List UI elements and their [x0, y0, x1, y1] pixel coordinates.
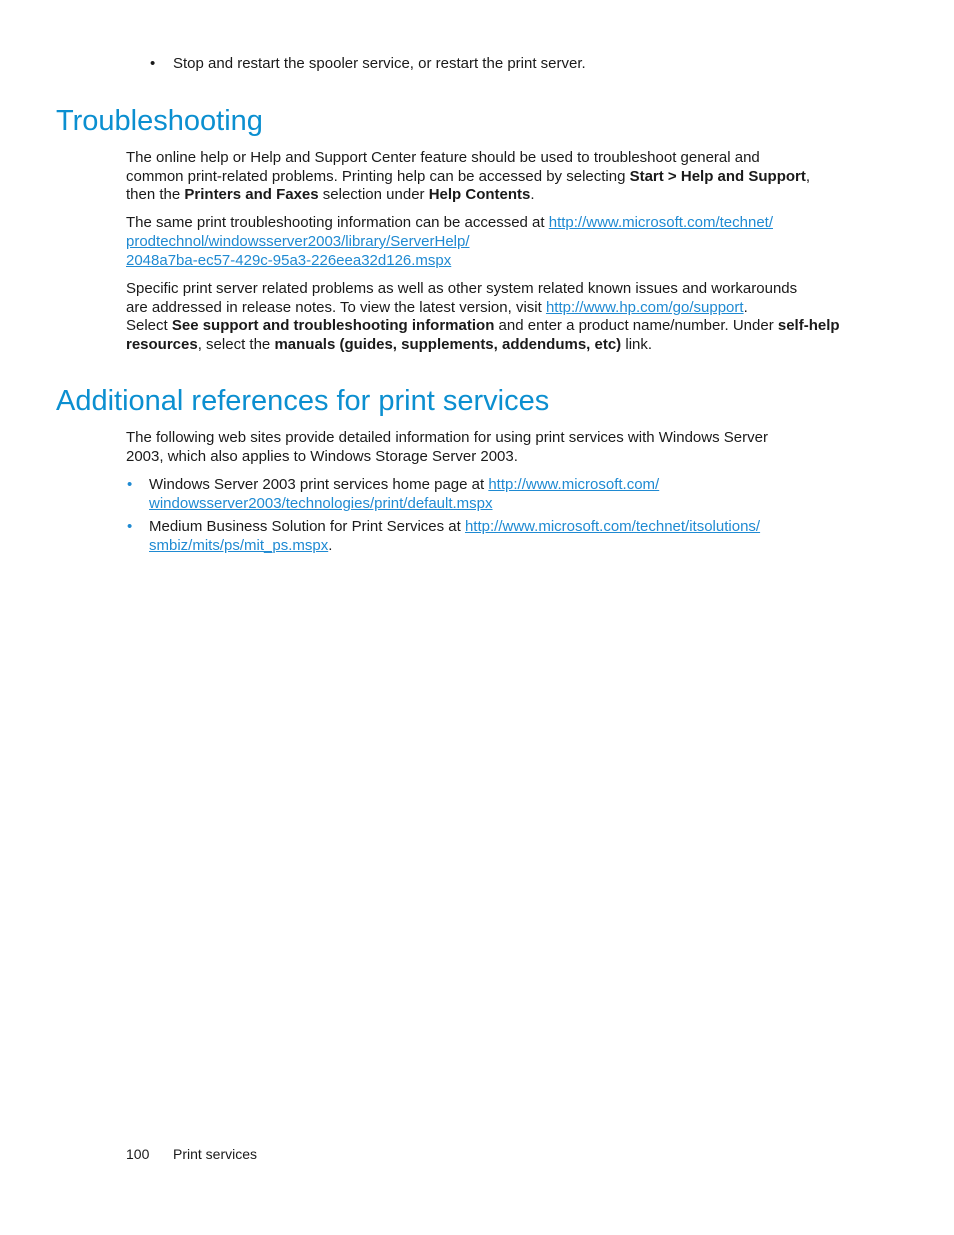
manuals-label: manuals (guides, supplements, addendums, etc)	[274, 336, 622, 353]
troubleshooting-para3-line4	[126, 335, 652, 354]
printers-and-faxes-label: Printers and Faxes	[184, 186, 319, 203]
text-span: are addressed in release notes. To view the latest version, visit	[126, 299, 546, 316]
text-span: ,	[805, 168, 811, 185]
list-item	[149, 517, 760, 536]
itsolutions-link-cont[interactable]: smbiz/mits/ps/mit_ps.mspx	[149, 537, 329, 554]
help-contents-label: Help Contents	[428, 186, 531, 203]
itsolutions-link[interactable]: http://www.microsoft.com/technet/itsolutions/	[464, 518, 761, 535]
list-item-cont	[149, 536, 332, 555]
top-bullet-text: Stop and restart the spooler service, or restart the print server.	[173, 55, 586, 72]
troubleshooting-para3-line1: Specific print server related problems as well as other system related known issues and workarounds	[126, 280, 798, 297]
hp-support-link[interactable]: http://www.hp.com/go/support	[545, 299, 744, 316]
bullet-marker: •	[150, 55, 156, 72]
ws2003-print-link[interactable]: http://www.microsoft.com/	[488, 476, 660, 493]
list-item-cont	[149, 494, 493, 513]
troubleshooting-para3-line3	[126, 316, 840, 335]
additional-intro-line2: 2003, which also applies to Windows Storage Server 2003.	[126, 448, 518, 465]
ws2003-print-link-cont[interactable]: windowsserver2003/technologies/print/default.mspx	[149, 495, 493, 512]
list-item	[149, 475, 659, 494]
additional-references-heading: Additional references for print services	[56, 385, 550, 417]
troubleshooting-heading: Troubleshooting	[56, 105, 263, 137]
troubleshooting-para3-line2	[126, 298, 748, 317]
troubleshooting-para2-line2	[126, 232, 470, 251]
text-span: Medium Business Solution for Print Services at	[149, 518, 465, 535]
troubleshooting-para1-line1: The online help or Help and Support Center feature should be used to troubleshoot general and	[126, 149, 760, 166]
footer-section-title: Print services	[173, 1146, 258, 1162]
text-span: .	[328, 537, 333, 554]
menu-path-start-help: Start > Help and Support	[629, 168, 806, 185]
text-span: then the	[126, 186, 185, 203]
text-span: .	[743, 299, 748, 316]
troubleshooting-para1-line2	[126, 167, 810, 186]
bullet-marker: •	[127, 518, 133, 535]
troubleshooting-para2-line1	[126, 213, 773, 232]
self-help-label: self-help	[777, 317, 840, 334]
resources-label: resources	[126, 336, 198, 353]
microsoft-technet-link-end[interactable]: 2048a7ba-ec57-429c-95a3-226eea32d126.mspx	[126, 252, 452, 269]
text-span: Select	[126, 317, 172, 334]
text-span: , select the	[197, 336, 275, 353]
text-span: selection under	[318, 186, 429, 203]
text-span: Windows Server 2003 print services home page at	[149, 476, 489, 493]
text-span: and enter a product name/number. Under	[494, 317, 778, 334]
text-span: common print-related problems. Printing help can be accessed by selecting	[126, 168, 630, 185]
troubleshooting-para2-line3	[126, 251, 451, 270]
troubleshooting-para1-line3	[126, 185, 535, 204]
text-span: The same print troubleshooting information can be accessed at	[126, 214, 549, 231]
additional-intro-line1: The following web sites provide detailed information for using print services with Windows Server	[126, 429, 768, 446]
text-span: .	[530, 186, 535, 203]
see-support-label: See support and troubleshooting information	[171, 317, 495, 334]
page-number: 100	[126, 1146, 150, 1162]
bullet-marker: •	[127, 476, 133, 493]
microsoft-technet-link[interactable]: http://www.microsoft.com/technet/	[548, 214, 773, 231]
microsoft-technet-link-cont[interactable]: prodtechnol/windowsserver2003/library/ServerHelp/	[126, 233, 470, 250]
text-span: link.	[621, 336, 653, 353]
